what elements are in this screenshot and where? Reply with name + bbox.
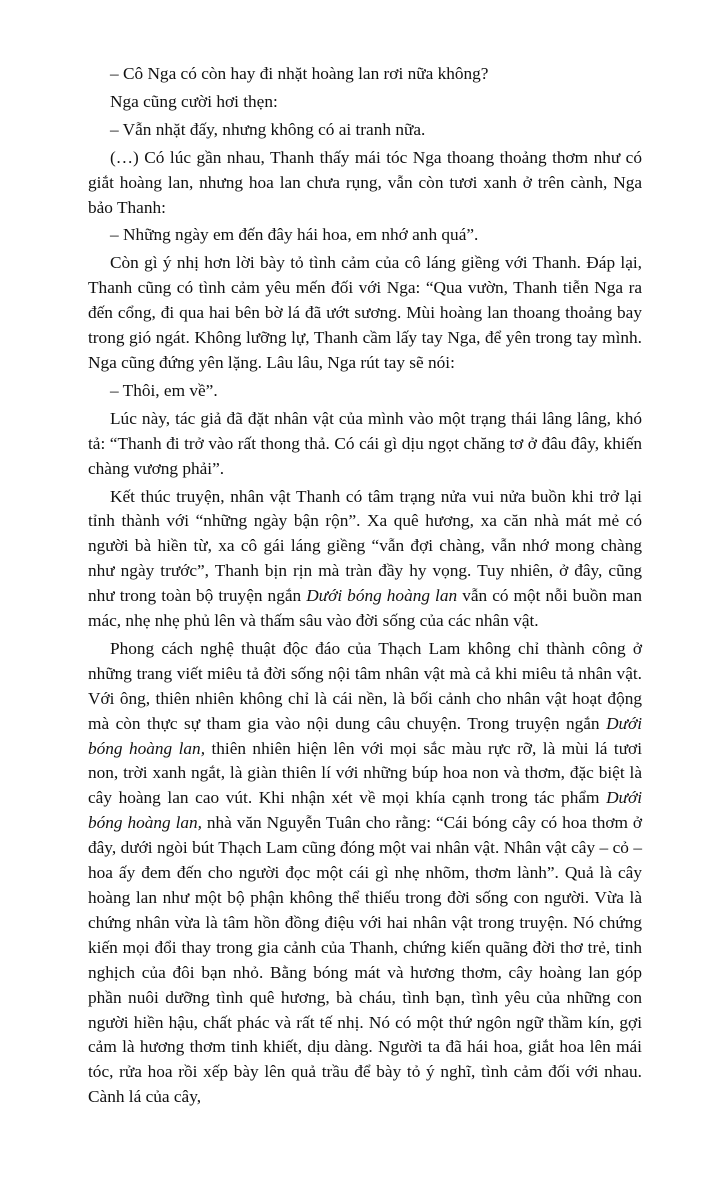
paragraph-9-text-a: Kết thúc truyện, nhân vật Thanh có tâm trạng nửa vui nửa buồn khi trở lại tỉnh thành với “những ngày bận rộn”. Xa quê hương, xa căn nhà mát mẻ có người bà hiền từ, xa cô gái láng giềng “vẫn đợi chàng, vẫn nhớ mong chàng như ngày trước”, Thanh bịn rịn mà tràn đầy hy vọng. Tuy nhiên, ở đây, cũng như trong toàn bộ truyện ngắn <box>88 486 642 606</box>
paragraph-10-text-a: Phong cách nghệ thuật độc đáo của Thạch Lam không chỉ thành công ở những trang viết miêu tả đời sống nội tâm nhân vật mà cả khi miêu tả nhân vật. Với ông, thiên nhiên không chỉ là cái nền, là bối cảnh cho nhân vật hoạt động mà còn thực sự tham gia vào nội dung câu chuyện. Trong truyện ngắn <box>88 638 642 733</box>
paragraph-10 <box>88 637 642 1110</box>
paragraph-1 <box>88 62 642 87</box>
paragraph-7 <box>88 379 642 404</box>
paragraph-9 <box>88 485 642 634</box>
document-page <box>88 62 642 1113</box>
paragraph-3 <box>88 118 642 143</box>
paragraph-2 <box>88 90 642 115</box>
paragraph-8 <box>88 407 642 482</box>
book-title-italic: Dưới bóng hoàng lan <box>306 586 458 606</box>
paragraph-4-text: (…) Có lúc gần nhau, Thanh thấy mái tóc Nga thoang thoảng thơm như có giắt hoàng lan, nhưng hoa lan chưa rụng, vẫn còn tươi xanh ở trên cành, Nga bảo Thanh: <box>88 147 642 217</box>
paragraph-5 <box>88 223 642 248</box>
paragraph-10-text-c: nhà văn Nguyễn Tuân cho rằng: “Cái bóng cây có hoa thơm ở đây, dưới ngòi bút Thạch Lam cũng đóng một vai nhân vật. Nhân vật cây – cỏ – hoa ấy đem đến cho người đọc một cái gì nhẹ nhõm, thơm lành”. Quả là cây hoàng lan như một bộ phận không thể thiếu trong đời sống con người. Vừa là chứng nhân vừa là tâm hồn đồng điệu với hai nhân vật trong truyện. Nó chứng kiến mọi đổi thay trong gia cảnh của Thanh, chứng kiến quãng đời thơ trẻ, tinh nghịch của đôi bạn nhỏ. Bằng bóng mát và hương thơm, cây hoàng lan góp phần nuôi dưỡng tình quê hương, bà cháu, tình bạn, tình yêu của những con người hiền hậu, chất phác và rất tế nhị. Nó có một thứ ngôn ngữ thầm kín, gợi cảm là hương thơm tinh khiết, dịu dàng. Người ta đã hái hoa, giắt hoa lên mái tóc, rửa hoa rồi xếp bày lên quả trầu để bày tỏ ý nghĩ, tình cảm đối với nhau. Cành lá của cây, <box>88 813 643 1107</box>
paragraph-2-text: Nga cũng cười hơi thẹn: <box>110 91 278 111</box>
book-title-italic: Dưới bóng hoàng lan, <box>88 713 642 758</box>
paragraph-6-text: Còn gì ý nhị hơn lời bày tỏ tình cảm của cô láng giềng với Thanh. Đáp lại, Thanh cũng có tình cảm yêu mến đối với Nga: “Qua vườn, Thanh tiễn Nga ra đến cổng, đi qua hai bên bờ lá đã ướt sương. Mùi hoàng lan thoang thoảng bay trong gió ngát. Không lưỡng lự, Thanh cầm lấy tay Nga, để yên trong tay mình. Nga cũng đứng yên lặng. Lâu lâu, Nga rút tay sẽ nói: <box>88 253 642 372</box>
paragraph-7-text: – Thôi, em về”. <box>110 380 218 400</box>
book-title-italic: Dưới bóng hoàng lan, <box>88 788 642 833</box>
paragraph-6 <box>88 251 642 376</box>
paragraph-3-text: – Vẫn nhặt đấy, nhưng không có ai tranh nữa. <box>110 119 426 139</box>
paragraph-8-text: Lúc này, tác giả đã đặt nhân vật của mình vào một trạng thái lâng lâng, khó tả: “Thanh đi trở vào rất thong thả. Có cái gì dịu ngọt chăng tơ ở đâu đây, khiến chàng vương phải”. <box>88 408 642 478</box>
paragraph-9-text-b: vẫn có một nỗi buồn man mác, nhẹ nhẹ phủ lên và thấm sâu vào đời sống của các nhân vật. <box>88 586 642 631</box>
paragraph-1-text: – Cô Nga có còn hay đi nhặt hoàng lan rơi nữa không? <box>110 64 489 83</box>
paragraph-10-text-b: thiên nhiên hiện lên với mọi sắc màu rực rỡ, là mùi lá tươi non, trời xanh ngắt, là giàn thiên lí với những búp hoa non và thơm, đặc biệt là cây hoàng lan cao vút. Khi nhận xét về mọi khía cạnh trong tác phẩm <box>88 738 642 808</box>
paragraph-5-text: – Những ngày em đến đây hái hoa, em nhớ anh quá”. <box>110 225 479 245</box>
paragraph-4 <box>88 146 642 221</box>
